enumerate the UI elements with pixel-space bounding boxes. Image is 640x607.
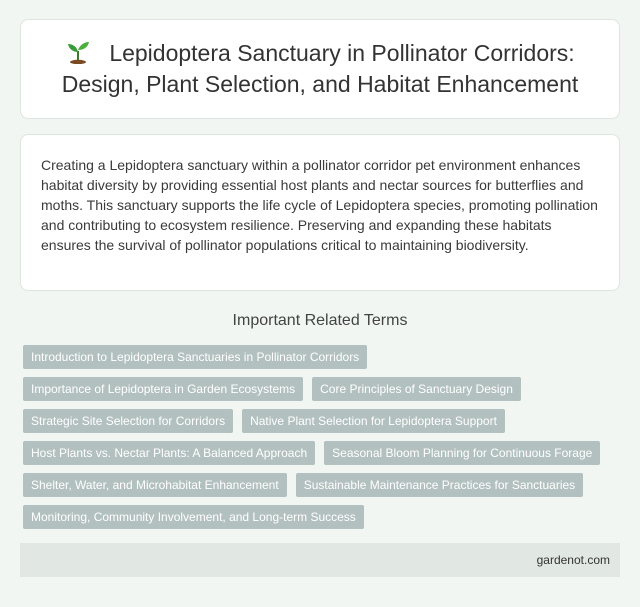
title-card [20,19,620,119]
related-term-tag[interactable]: Importance of Lepidoptera in Garden Ecosystems [23,377,303,401]
related-term-tag[interactable]: Monitoring, Community Involvement, and Long-term Success [23,505,364,529]
tag-row [23,441,623,465]
tag-row [23,505,623,529]
description-text: Creating a Lepidoptera sanctuary within a pollinator corridor pet environment enhances habitat diversity by providing essential host plants and nectar sources for butterflies and moths. This sanctuary supports the life cycle of Lepidoptera species, promoting pollination and contributing to ecosystem resilience. Preserving and expanding these habitats ensures the survival of pollinator populations critical to maintaining biodiversity. [41,157,598,253]
related-term-tag[interactable]: Host Plants vs. Nectar Plants: A Balanced Approach [23,441,315,465]
related-term-tag[interactable]: Shelter, Water, and Microhabitat Enhancement [23,473,287,497]
tag-row [23,473,623,497]
footer-site-link[interactable]: gardenot.com [536,553,610,567]
related-term-tag[interactable]: Introduction to Lepidoptera Sanctuaries in Pollinator Corridors [23,345,367,369]
related-term-tag[interactable]: Seasonal Bloom Planning for Continuous Forage [324,441,600,465]
related-term-tag[interactable]: Sustainable Maintenance Practices for Sanctuaries [296,473,583,497]
title-text: Lepidoptera Sanctuary in Pollinator Corridors: Design, Plant Selection, and Habitat Enhancement [61,40,579,97]
related-term-tag[interactable]: Strategic Site Selection for Corridors [23,409,233,433]
related-term-tag[interactable]: Core Principles of Sanctuary Design [312,377,521,401]
tag-row [23,409,623,433]
related-term-tag[interactable]: Native Plant Selection for Lepidoptera Support [242,409,505,433]
seedling-icon [65,40,91,64]
tag-row [23,377,623,401]
related-terms-list [23,345,623,537]
footer [20,543,620,577]
related-terms-heading: Important Related Terms [232,312,408,329]
page-title [40,38,600,100]
tag-row [23,345,623,369]
description-card [20,134,620,291]
